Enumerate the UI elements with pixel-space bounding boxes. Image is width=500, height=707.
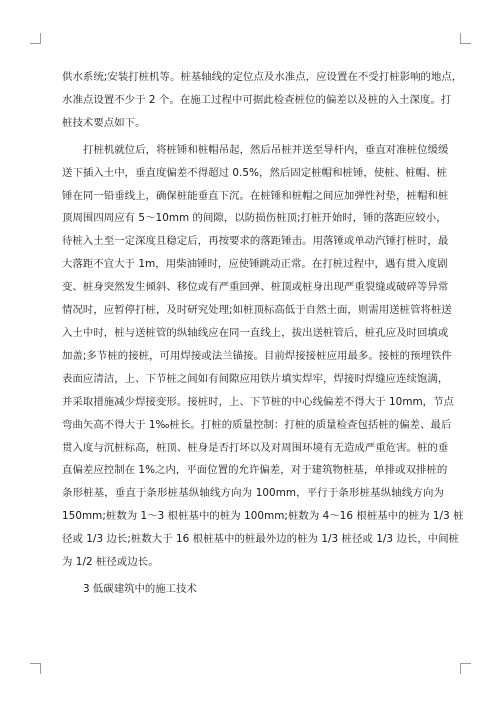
document-body — [62, 66, 464, 601]
text-line: 待桩入土至一定深度且稳定后，再按要求的落距锤击。用落锤或单动汽锤打桩时，最 — [62, 235, 449, 248]
text-line: 直偏差应控制在 1%之内，平面位置的允许偏差，对于建筑物桩基，单排或双排桩的 — [62, 464, 448, 477]
crop-mark-bottom-right — [460, 663, 471, 674]
text-line: 锤在同一铅垂线上，确保桩能垂直下沉。在桩锤和桩帽之间应加弹性衬垫，桩帽和桩 — [62, 189, 449, 202]
paragraph-1 — [62, 66, 463, 135]
text-line: 桩技术要点如下。 — [62, 116, 146, 129]
text-line: 顶周围四周应有 5～10mm 的间隙，以防损伤桩顶;打桩开始时，锤的落距应较小， — [62, 212, 447, 225]
crop-mark-top-left — [30, 33, 41, 44]
text-line: 弯曲矢高不得大于 1‰桩长。打桩的质量控制：打桩的质量检查包括桩的偏差、最后 — [62, 418, 452, 431]
text-line: 水准点设置不少于 2 个。在施工过程中可据此检查桩位的偏差以及桩的入土深度。打 — [62, 93, 452, 106]
text-line: 加盖;多节桩的接桩，可用焊接或法兰锚接。目前焊接接桩应用最多。接桩的预埋铁件 — [62, 349, 452, 362]
text-line: 为 1/2 桩径或边长。 — [62, 556, 159, 569]
crop-mark-bottom-left — [30, 663, 41, 674]
text-line: 供水系统;安装打桩机等。桩基轴线的定位点及水准点，应设置在不受打桩影响的地点， — [62, 71, 463, 83]
section-heading: 3 低碳建筑中的施工技术 — [83, 582, 197, 595]
text-line: 贯入度与沉桩标高，桩顶、桩身是否打坏以及对周围环境有无造成严重危害。桩的垂 — [62, 441, 449, 454]
text-line: 情况时，应暂停打桩，及时研究处理;如桩顶标高低于自然土面，则需用送桩管将桩送 — [62, 304, 452, 317]
text-line: 并采取措施减少焊接变形。接桩时，上、下节桩的中心线偏差不得大于 10mm，节点 — [62, 395, 454, 408]
text-line: 送下插入土中，垂直度偏差不得超过 0.5%，然后固定桩帽和桩锤，使桩、桩帽、桩 — [62, 166, 447, 179]
text-line: 入土中时，桩与送桩管的纵轴线应在同一直线上，拔出送桩管后，桩孔应及时回填或 — [62, 326, 449, 339]
text-line: 变、桩身突然发生倾斜、移位或有严重回弹、桩顶或桩身出现严重裂缝或破碎等异常 — [62, 281, 449, 294]
crop-mark-top-right — [460, 33, 471, 44]
text-line: 150mm;桩数为 1～3 根桩基中的桩为 100mm;桩数为 4～16 根桩基中的桩为 1/3 桩 — [62, 510, 464, 523]
text-line: 条形桩基，垂直于条形桩基纵轴线方向为 100mm，平行于条形桩基纵轴线方向为 — [62, 487, 444, 500]
text-line: 径或 1/3 边长;桩数大于 16 根桩基中的桩最外边的桩为 1/3 桩径或 1/3 边长，中间桩 — [62, 533, 460, 546]
text-line: 打桩机就位后，将桩锤和桩帽吊起，然后吊桩并送至导杆内，垂直对准桩位缓缓 — [83, 143, 449, 156]
paragraph-2 — [62, 139, 464, 574]
text-line: 大落距不宜大于 1m，用柴油锤时，应使锤跳动正常。在打桩过程中，遇有贯入度剧 — [62, 258, 448, 271]
text-line: 表面应清洁，上、下节桩之间如有间隙应用铁片填实焊牢，焊接时焊缝应连续饱满， — [62, 372, 449, 385]
